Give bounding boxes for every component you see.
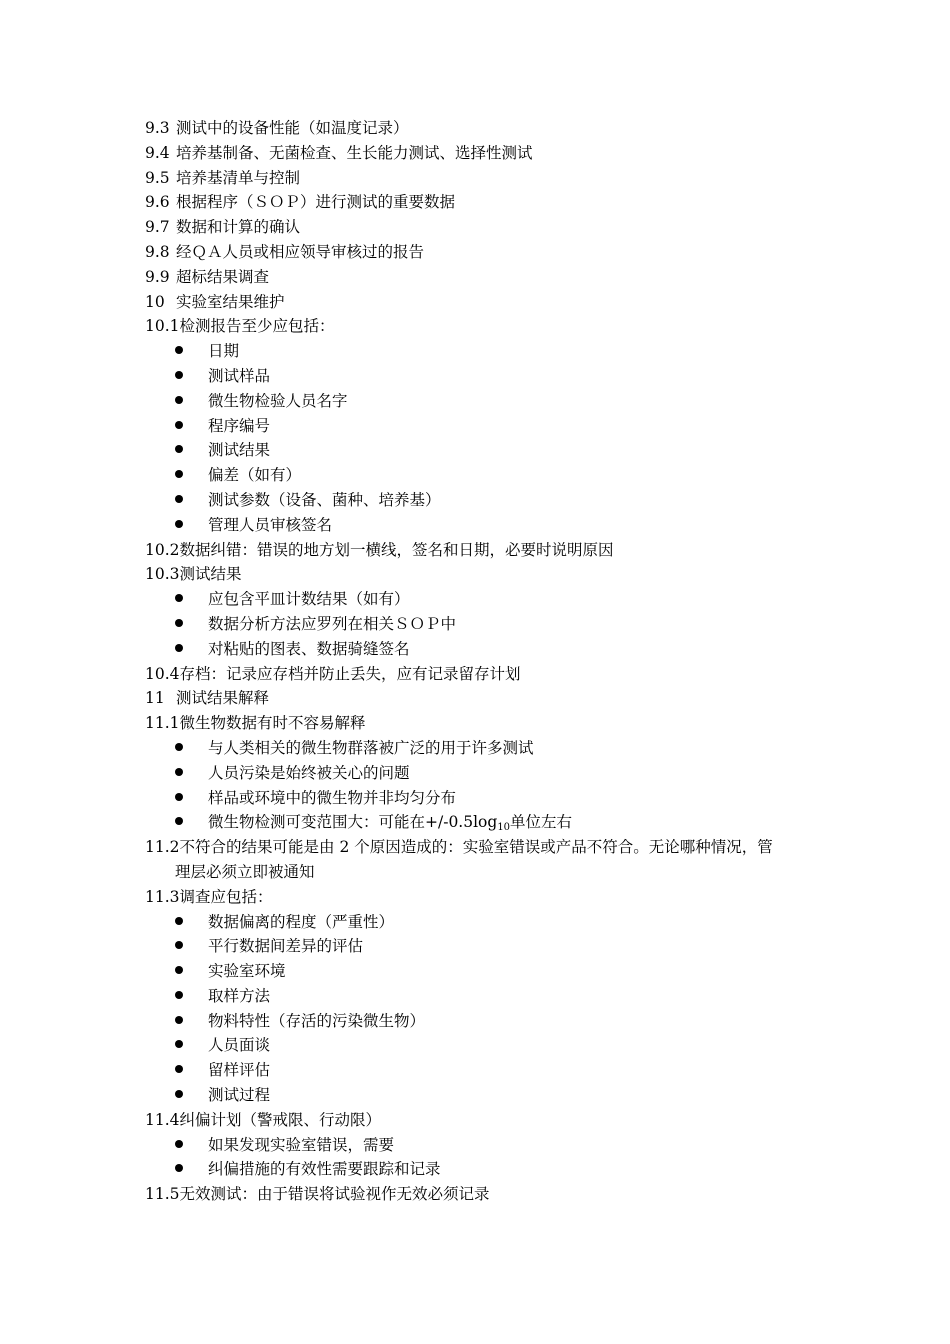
bullet-dot-icon bbox=[175, 644, 183, 652]
bullet-dot-icon bbox=[175, 1140, 183, 1148]
bullet-dot-icon bbox=[175, 421, 183, 429]
list-item-text: 日期 bbox=[208, 342, 240, 361]
bullet-dot-icon bbox=[175, 991, 183, 999]
document-body bbox=[145, 116, 825, 1207]
section-text: 数据纠错：错误的地方划一横线，签名和日期，必要时说明原因 bbox=[179, 540, 614, 559]
section-text: 存档：记录应存档并防止丢失，应有记录留存计划 bbox=[179, 664, 521, 683]
bullet-dot-icon bbox=[175, 817, 183, 825]
section-text: 测试结果 bbox=[179, 565, 242, 584]
list-item-text: 与人类相关的微生物群落被广泛的用于许多测试 bbox=[208, 738, 534, 757]
bullet-dot-icon bbox=[175, 1090, 183, 1098]
section-text: 无效测试：由于错误将试验视作无效必须记录 bbox=[179, 1185, 490, 1204]
section-text: 数据和计算的确认 bbox=[176, 218, 301, 237]
list-item-text-after: 单位左右 bbox=[510, 813, 573, 832]
list-item-text: 实验室环境 bbox=[208, 962, 286, 981]
list-item-text: 平行数据间差异的评估 bbox=[208, 937, 364, 956]
section-text: 微生物数据有时不容易解释 bbox=[179, 714, 366, 733]
list-item bbox=[145, 934, 825, 959]
section-heading bbox=[145, 662, 825, 687]
bullet-dot-icon bbox=[175, 371, 183, 379]
list-item bbox=[145, 364, 825, 389]
bullet-dot-icon bbox=[175, 1065, 183, 1073]
list-item-text: 如果发现实验室错误，需要 bbox=[208, 1135, 395, 1154]
paragraph-continuation bbox=[145, 860, 825, 885]
bullet-dot-icon bbox=[175, 470, 183, 478]
section-number: 9.3 bbox=[145, 119, 170, 137]
section-number: 11.3 bbox=[145, 887, 180, 906]
list-item bbox=[145, 339, 825, 364]
list-item bbox=[145, 786, 825, 811]
list-item-text: 物料特性（存活的污染微生物） bbox=[208, 1011, 426, 1030]
bullet-dot-icon bbox=[175, 495, 183, 503]
section-heading bbox=[145, 538, 825, 563]
section-number: 11 bbox=[145, 689, 165, 708]
list-item bbox=[145, 438, 825, 463]
bullet-dot-icon bbox=[175, 445, 183, 453]
section-text: 测试结果解释 bbox=[176, 689, 270, 708]
list-item-text: 微生物检验人员名字 bbox=[208, 391, 348, 410]
list-item bbox=[145, 736, 825, 761]
section-heading bbox=[145, 141, 825, 166]
list-item bbox=[145, 1009, 825, 1034]
bullet-dot-icon bbox=[175, 520, 183, 528]
list-item bbox=[145, 389, 825, 414]
section-heading bbox=[145, 116, 825, 141]
list-item bbox=[145, 1133, 825, 1158]
list-item bbox=[145, 513, 825, 538]
section-text: 超标结果调查 bbox=[176, 267, 270, 286]
section-heading bbox=[145, 711, 825, 736]
section-heading bbox=[145, 240, 825, 265]
list-item-text: 取样方法 bbox=[208, 986, 271, 1005]
section-text: 经ＱＡ人员或相应领导审核过的报告 bbox=[176, 242, 425, 261]
section-heading bbox=[145, 215, 825, 240]
list-item bbox=[145, 414, 825, 439]
bullet-dot-icon bbox=[175, 1016, 183, 1024]
section-text: 理层必须立即被通知 bbox=[175, 862, 315, 881]
section-text: 实验室结果维护 bbox=[176, 292, 285, 311]
section-number: 10.1 bbox=[145, 317, 180, 336]
section-number: 10 bbox=[145, 292, 165, 311]
list-item-text: 程序编号 bbox=[208, 416, 271, 435]
list-item bbox=[145, 1083, 825, 1108]
section-heading bbox=[145, 1182, 825, 1207]
section-heading bbox=[145, 314, 825, 339]
bullet-dot-icon bbox=[175, 1164, 183, 1172]
bullet-dot-icon bbox=[175, 396, 183, 404]
list-item-text: 偏差（如有） bbox=[208, 466, 302, 485]
section-number: 9.8 bbox=[145, 242, 170, 261]
bullet-dot-icon bbox=[175, 917, 183, 925]
section-number: 9.5 bbox=[145, 168, 170, 187]
list-item-text: 测试样品 bbox=[208, 366, 271, 385]
bullet-dot-icon bbox=[175, 594, 183, 602]
section-number: 10.3 bbox=[145, 565, 180, 584]
section-text: 调查应包括： bbox=[179, 887, 273, 906]
subscript: 10 bbox=[497, 822, 511, 834]
list-item-text: 样品或环境中的微生物并非均匀分布 bbox=[208, 788, 457, 807]
list-item-text: 留样评估 bbox=[208, 1061, 271, 1080]
bullet-dot-icon bbox=[175, 619, 183, 627]
list-item-text: 纠偏措施的有效性需要跟踪和记录 bbox=[208, 1160, 441, 1179]
section-number: 11.4 bbox=[145, 1110, 180, 1129]
section-heading bbox=[145, 885, 825, 910]
section-heading bbox=[145, 562, 825, 587]
bullet-dot-icon bbox=[175, 793, 183, 801]
bullet-dot-icon bbox=[175, 346, 183, 354]
list-item-text: 微生物检测可变范围大：可能在+/-0.5log bbox=[208, 813, 498, 832]
section-heading bbox=[145, 290, 825, 315]
section-number: 11.1 bbox=[145, 714, 180, 733]
section-number: 11.2 bbox=[145, 838, 180, 857]
section-heading bbox=[145, 265, 825, 290]
list-item-text: 对粘贴的图表、数据骑缝签名 bbox=[208, 639, 410, 658]
bullet-dot-icon bbox=[175, 941, 183, 949]
list-item bbox=[145, 587, 825, 612]
list-item-text: 数据分析方法应罗列在相关ＳＯＰ中 bbox=[208, 614, 457, 633]
list-item bbox=[145, 959, 825, 984]
bullet-dot-icon bbox=[175, 966, 183, 974]
list-item bbox=[145, 1033, 825, 1058]
bullet-dot-icon bbox=[175, 768, 183, 776]
list-item-text: 应包含平皿计数结果（如有） bbox=[208, 590, 410, 609]
list-item bbox=[145, 1157, 825, 1182]
list-item-text: 人员面谈 bbox=[208, 1036, 271, 1055]
section-text: 培养基清单与控制 bbox=[176, 168, 301, 187]
section-text: 测试中的设备性能（如温度记录） bbox=[176, 119, 409, 137]
section-text: 纠偏计划（警戒限、行动限） bbox=[179, 1110, 382, 1129]
section-number: 9.6 bbox=[145, 193, 170, 212]
list-item-text: 测试过程 bbox=[208, 1086, 271, 1105]
section-number: 10.4 bbox=[145, 664, 180, 683]
bullet-dot-icon bbox=[175, 1040, 183, 1048]
list-item-text: 人员污染是始终被关心的问题 bbox=[208, 763, 410, 782]
section-text: 检测报告至少应包括： bbox=[179, 317, 335, 336]
section-text: 不符合的结果可能是由 2 个原因造成的：实验室错误或产品不符合。无论哪种情况，管 bbox=[179, 838, 773, 857]
section-number: 9.4 bbox=[145, 143, 170, 162]
list-item bbox=[145, 810, 825, 835]
list-item bbox=[145, 1058, 825, 1083]
list-item bbox=[145, 761, 825, 786]
section-number: 10.2 bbox=[145, 540, 180, 559]
list-item-text: 测试结果 bbox=[208, 441, 271, 460]
section-heading bbox=[145, 1108, 825, 1133]
list-item-text: 管理人员审核签名 bbox=[208, 515, 333, 534]
section-heading bbox=[145, 835, 825, 860]
section-number: 9.9 bbox=[145, 267, 170, 286]
list-item bbox=[145, 612, 825, 637]
bullet-dot-icon bbox=[175, 743, 183, 751]
section-text: 培养基制备、无菌检查、生长能力测试、选择性测试 bbox=[176, 143, 533, 162]
section-number: 11.5 bbox=[145, 1185, 180, 1204]
list-item bbox=[145, 488, 825, 513]
list-item-text: 测试参数（设备、菌种、培养基） bbox=[208, 490, 441, 509]
list-item bbox=[145, 910, 825, 935]
list-item-text: 数据偏离的程度（严重性） bbox=[208, 912, 395, 931]
section-heading bbox=[145, 166, 825, 191]
section-heading bbox=[145, 686, 825, 711]
list-item bbox=[145, 984, 825, 1009]
list-item bbox=[145, 463, 825, 488]
section-heading bbox=[145, 190, 825, 215]
section-number: 9.7 bbox=[145, 218, 170, 237]
list-item bbox=[145, 637, 825, 662]
section-text: 根据程序（ＳＯＰ）进行测试的重要数据 bbox=[176, 193, 456, 212]
